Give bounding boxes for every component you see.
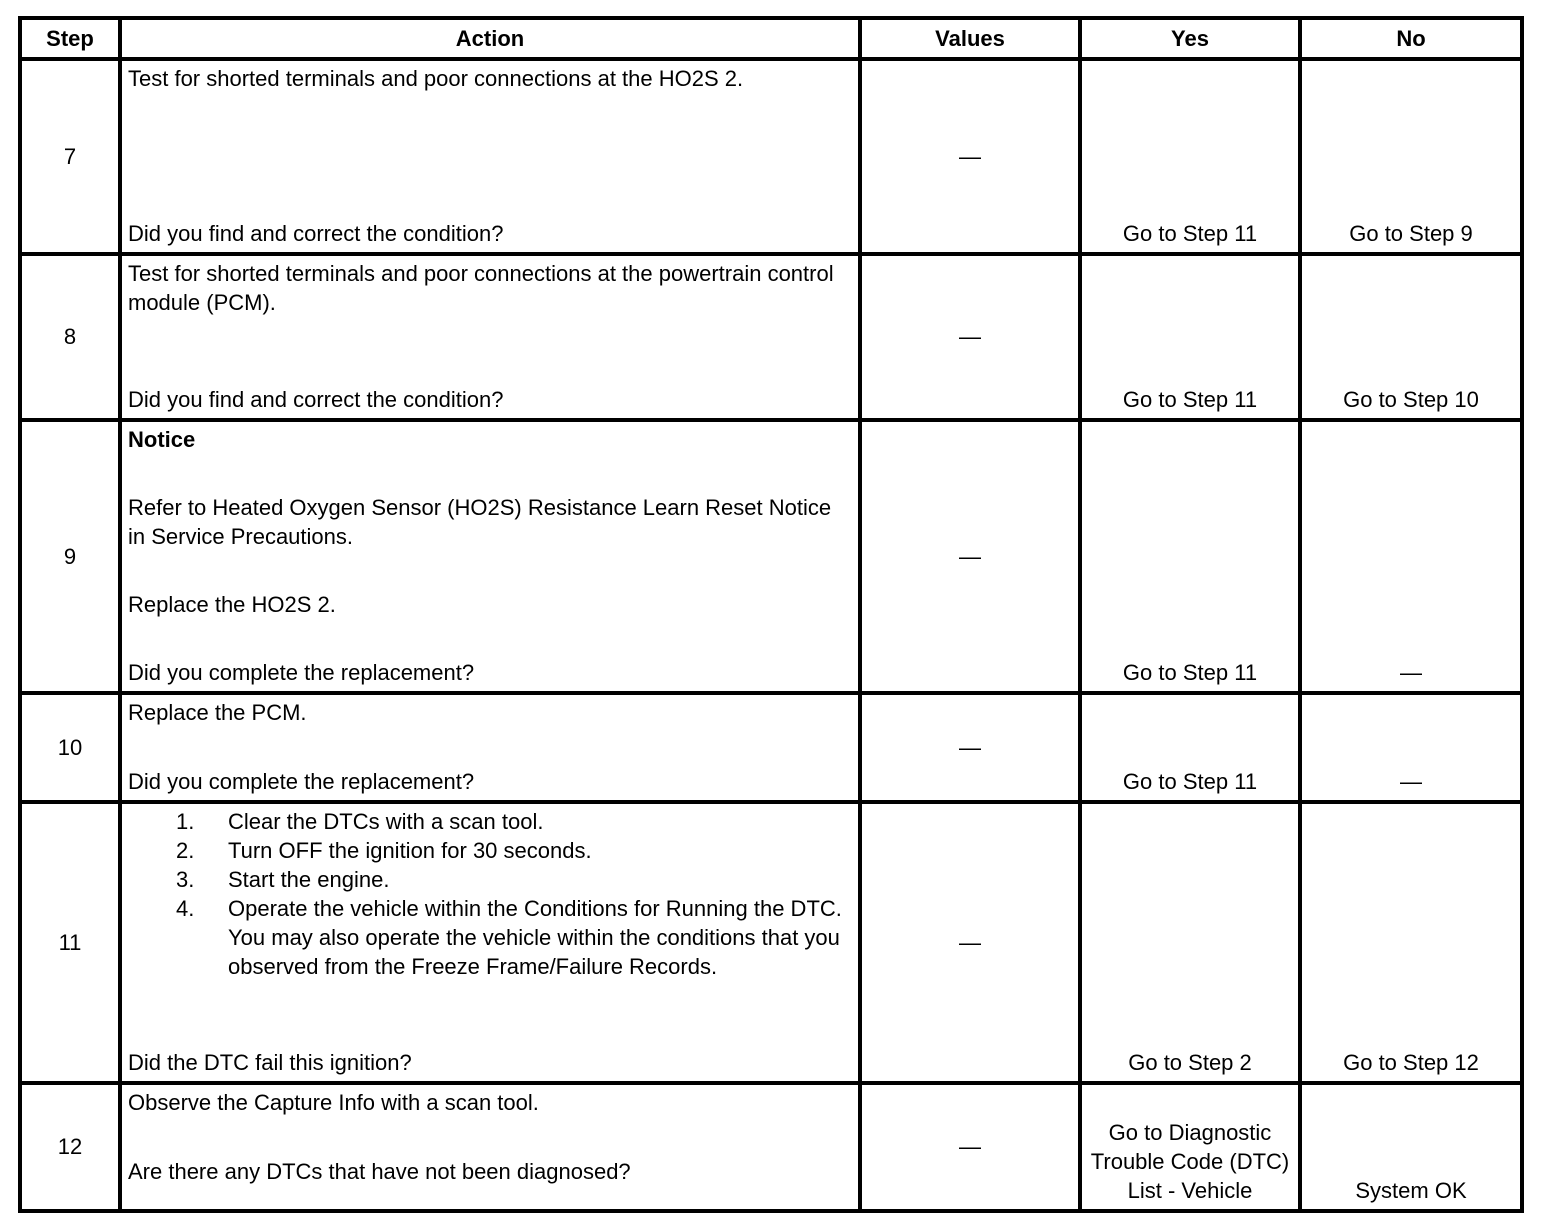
yes-cell	[1080, 59, 1300, 254]
no-cell	[1300, 1083, 1522, 1211]
table-row-step-11	[20, 802, 1522, 1083]
action-cell	[120, 59, 860, 254]
action-question: Did you find and correct the condition?	[128, 387, 504, 412]
values-cell: —	[860, 420, 1080, 693]
table-row-step-8	[20, 254, 1522, 420]
action-question: Did you find and correct the condition?	[128, 221, 504, 246]
notice-text: Refer to Heated Oxygen Sensor (HO2S) Resistance Learn Reset Notice in Service Precautions.	[128, 495, 832, 549]
values-cell: —	[860, 1083, 1080, 1211]
action-question: Did you complete the replacement?	[128, 769, 475, 794]
action-question: Did the DTC fail this ignition?	[128, 1050, 412, 1075]
header-action: Action	[120, 18, 860, 59]
yes-cell	[1080, 1083, 1300, 1211]
yes-link[interactable]: Go to Step 2	[1128, 1050, 1252, 1075]
yes-link[interactable]: Go to Step 11	[1122, 660, 1258, 685]
yes-link[interactable]: Go to Step 11	[1122, 769, 1258, 794]
action-text: Observe the Capture Info with a scan tool.	[128, 1090, 539, 1115]
action-cell	[120, 254, 860, 420]
no-value: —	[1400, 660, 1422, 685]
yes-link[interactable]: Go to Diagnostic Trouble Code (DTC) List - Vehicle	[1090, 1120, 1290, 1203]
action-question: Are there any DTCs that have not been diagnosed?	[128, 1159, 631, 1184]
list-item: 1. Clear the DTCs with a scan tool.	[176, 809, 544, 834]
action-text: Replace the PCM.	[128, 700, 307, 725]
yes-cell	[1080, 420, 1300, 693]
action-cell	[120, 420, 860, 693]
header-row	[20, 18, 1522, 59]
header-no: No	[1300, 18, 1522, 59]
no-link[interactable]: Go to Step 10	[1343, 387, 1479, 412]
no-link[interactable]: Go to Step 9	[1349, 221, 1473, 246]
no-cell	[1300, 59, 1522, 254]
step-number: 8	[20, 254, 120, 420]
no-cell	[1300, 693, 1522, 802]
no-link[interactable]: Go to Step 12	[1343, 1050, 1479, 1075]
header-values: Values	[860, 18, 1080, 59]
no-cell	[1300, 254, 1522, 420]
table-row-step-10	[20, 693, 1522, 802]
list-item: 3. Start the engine.	[176, 867, 390, 892]
list-item: 2. Turn OFF the ignition for 30 seconds.	[176, 838, 592, 863]
step-number: 10	[20, 693, 120, 802]
table-row-step-9	[20, 420, 1522, 693]
step-number: 9	[20, 420, 120, 693]
action-text: Replace the HO2S 2.	[128, 592, 336, 617]
action-text: Test for shorted terminals and poor connections at the HO2S 2.	[128, 66, 744, 91]
header-step: Step	[20, 18, 120, 59]
no-cell	[1300, 420, 1522, 693]
yes-link[interactable]: Go to Step 11	[1122, 221, 1258, 246]
action-cell	[120, 693, 860, 802]
header-yes: Yes	[1080, 18, 1300, 59]
step-number: 7	[20, 59, 120, 254]
no-value: —	[1400, 769, 1422, 794]
action-cell	[120, 1083, 860, 1211]
action-question: Did you complete the replacement?	[128, 660, 475, 685]
table-row-step-7	[20, 59, 1522, 254]
step-number: 11	[20, 802, 120, 1083]
no-cell	[1300, 802, 1522, 1083]
procedure-list	[128, 807, 852, 981]
step-number: 12	[20, 1083, 120, 1211]
values-cell: —	[860, 693, 1080, 802]
table-row-step-12	[20, 1083, 1522, 1211]
yes-cell	[1080, 802, 1300, 1083]
yes-link[interactable]: Go to Step 11	[1122, 387, 1258, 412]
notice-title: Notice	[128, 427, 196, 452]
yes-cell	[1080, 693, 1300, 802]
values-cell: —	[860, 802, 1080, 1083]
no-value: System OK	[1355, 1178, 1467, 1203]
action-text: Test for shorted terminals and poor connections at the powertrain control module (PCM).	[128, 261, 834, 315]
yes-cell	[1080, 254, 1300, 420]
values-cell: —	[860, 254, 1080, 420]
diagnostic-table	[18, 16, 1524, 1213]
action-cell	[120, 802, 860, 1083]
list-item: 4. Operate the vehicle within the Conditions for Running the DTC. You may also operate the vehicle within the conditions that you observed from the Freeze Frame/Failure Records.	[176, 896, 842, 979]
values-cell: —	[860, 59, 1080, 254]
